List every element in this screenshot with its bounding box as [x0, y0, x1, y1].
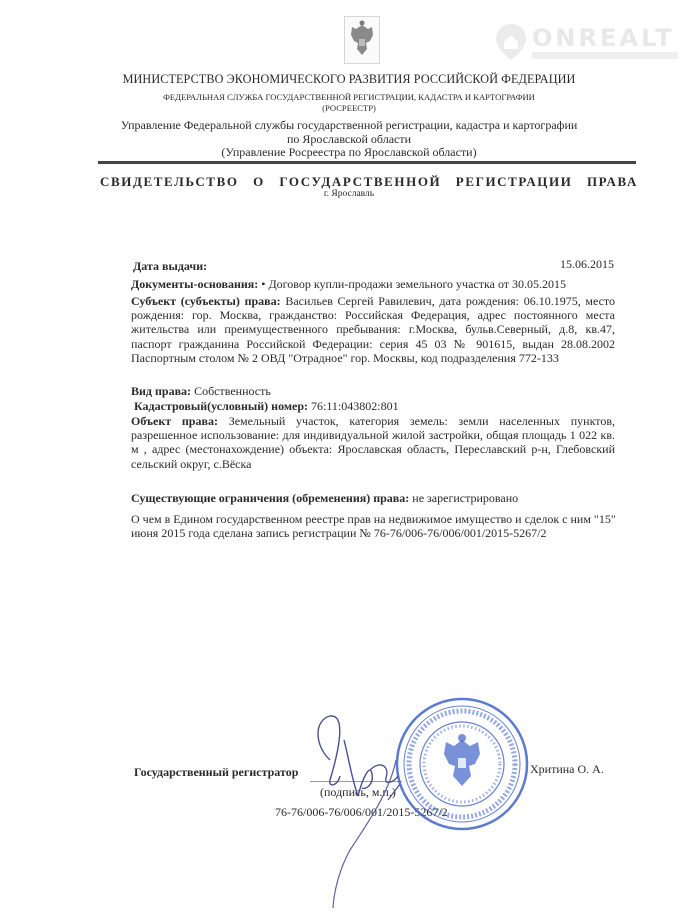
header-divider [98, 161, 636, 164]
registration-record: О чем в Едином государственном реестре прав на недвижимое имущество и сделок с ним "15" июня 2015 года сделана запись регистрации № 76-76/006-76/006/001/2015-5267/2 [131, 512, 616, 541]
rights-subject [131, 294, 615, 365]
watermark-text: ONREALT [532, 24, 675, 52]
ministry-name: МИНИСТЕРСТВО ЭКОНОМИЧЕСКОГО РАЗВИТИЯ РОССИЙСКОЙ ФЕДЕРАЦИИ [122, 72, 576, 86]
subject-label: Субъект (субъекты) права: [131, 294, 281, 308]
title-word: РЕГИСТРАЦИИ [455, 174, 573, 189]
coat-of-arms-emblem [344, 16, 380, 64]
department-line-2: по Ярославской области [286, 132, 412, 146]
issue-date-label: Дата выдачи: [133, 259, 208, 273]
right-type-label: Вид права: [131, 384, 192, 398]
right-type [131, 384, 615, 398]
restrictions-label: Существующие ограничения (обременения) права: [131, 491, 410, 505]
documents-basis [131, 277, 615, 291]
service-abbreviation: (РОСРЕЕСТР) [322, 103, 376, 113]
registrar-label: Государственный регистратор [134, 765, 299, 779]
city: г. Ярославль [323, 189, 375, 199]
title-word: ГОСУДАРСТВЕННОЙ [279, 174, 442, 189]
department-line-1: Управление Федеральной службы государственной регистрации, кадастра и картографии [120, 118, 578, 132]
restrictions [131, 491, 615, 505]
documents-label: Документы-основания: [131, 277, 259, 291]
issue-date-value: 15.06.2015 [560, 257, 614, 271]
cadastral-value: 76:11:043802:801 [308, 399, 399, 413]
signature-caption: (подпись, м.п.) [320, 785, 396, 799]
cadastral-label: Кадастровый(условный) номер: [134, 399, 309, 413]
certificate-title [100, 174, 638, 190]
object-label: Объект права: [131, 414, 218, 428]
title-word: О [253, 174, 265, 189]
registrar-name: Хритина О. А. [530, 762, 604, 776]
title-word: ПРАВА [586, 174, 638, 189]
handwritten-signature [300, 700, 440, 910]
documents-value: • Договор купли-продажи земельного участка от 30.05.2015 [258, 277, 567, 291]
service-name: ФЕДЕРАЛЬНАЯ СЛУЖБА ГОСУДАРСТВЕННОЙ РЕГИСТРАЦИИ, КАДАСТРА И КАРТОГРАФИИ [163, 92, 535, 102]
right-type-value: Собственность [191, 384, 271, 398]
record-number: 76-76/006-76/006/001/2015-5267/2 [275, 805, 448, 819]
restrictions-value: не зарегистрировано [409, 491, 519, 505]
subject-value: Васильев Сергей Равилевич, дата рождения: 06.10.1975, место рождения: гор. Москва, гражданство: Российская Федерация, адрес постоянного места жительства или преимущественного пребывания: г.Москва, бульв.Северный, д.8, кв.47, паспорт гражданина Российской Федерации: серия 45 03 № 901615, выдан 28.08.2002 Паспортным столом № 2 ОВД "Отрадное" гор. Москвы, код подразделения 772-133 [131, 294, 615, 365]
watermark-subline [532, 52, 678, 59]
department-line-3: (Управление Росреестра по Ярославской области) [221, 145, 477, 159]
cadastral-number [134, 399, 618, 413]
onrealt-watermark [488, 22, 698, 64]
title-word: СВИДЕТЕЛЬСТВО [100, 174, 239, 189]
object-value: Земельный участок, категория земель: земли населенных пунктов, разрешенное использование: для индивидуальной жилой застройки, общая площадь 1 022 кв. м , адрес (местонахождение) объекта: Ярославская область, Переславский р-н, Глебовский сельский округ, с.Вёска [131, 414, 615, 471]
rights-object [131, 414, 615, 471]
